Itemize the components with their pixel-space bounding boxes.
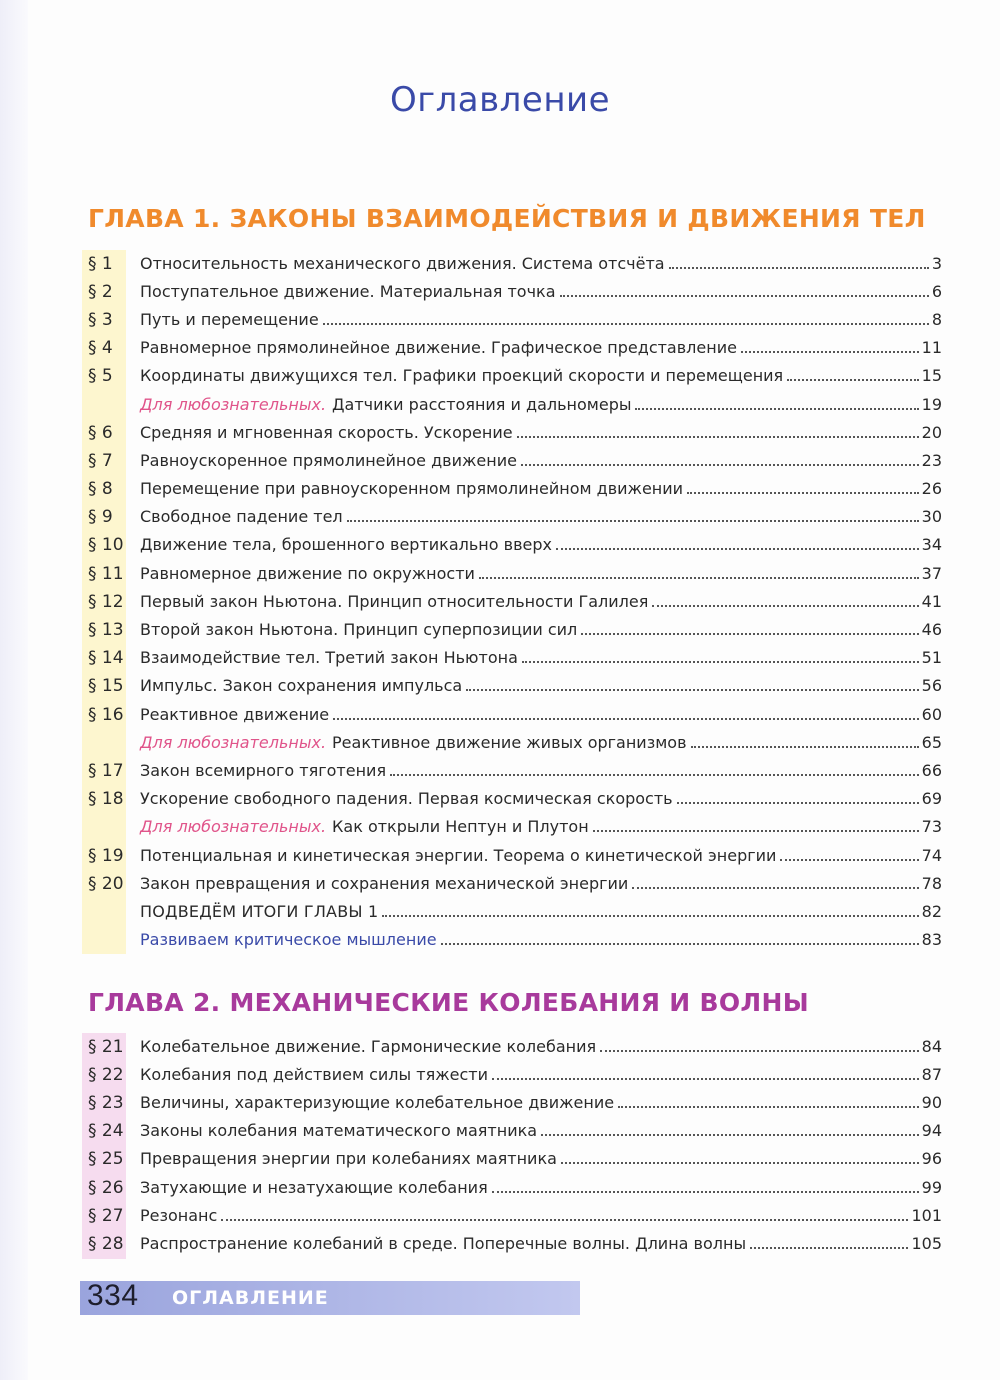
toc-entry[interactable] — [82, 419, 942, 447]
page-number: 23 — [921, 450, 942, 470]
toc-entry[interactable] — [82, 757, 942, 785]
toc-entry[interactable] — [82, 616, 942, 644]
section-number: § 15 — [88, 676, 124, 697]
section-title: Средняя и мгновенная скорость. Ускорение — [140, 422, 513, 442]
dot-leader — [517, 436, 919, 438]
dot-leader — [600, 1050, 919, 1052]
page-number: 65 — [921, 732, 942, 752]
toc-entry[interactable] — [82, 1202, 942, 1230]
page-number: 83 — [921, 930, 942, 950]
curious-readers-label: Для любознательных. — [140, 732, 327, 752]
toc-entry[interactable] — [82, 1174, 942, 1202]
page-number: 60 — [921, 704, 942, 724]
section-title: Первый закон Ньютона. Принцип относительности Галилея — [140, 591, 649, 611]
section-title: Законы колебания математического маятника — [140, 1121, 538, 1141]
dot-leader — [521, 464, 919, 466]
section-number: § 8 — [88, 479, 113, 500]
dot-leader — [390, 774, 919, 776]
section-number: § 28 — [88, 1233, 124, 1254]
section-title: Датчики расстояния и дальномеры — [332, 394, 632, 414]
section-title: Затухающие и незатухающие колебания — [140, 1177, 488, 1197]
dot-leader — [333, 718, 919, 720]
section-number: § 27 — [88, 1205, 124, 1226]
toc-entry[interactable] — [82, 1089, 942, 1117]
section-title: Импульс. Закон сохранения импульса — [140, 676, 463, 696]
page-number: 51 — [921, 648, 942, 668]
toc-entry[interactable] — [82, 1146, 942, 1174]
page-number: 46 — [921, 620, 942, 640]
toc-entry[interactable] — [82, 476, 942, 504]
toc-entry[interactable] — [82, 1230, 942, 1258]
section-title: Ускорение свободного падения. Первая космическая скорость — [140, 789, 673, 809]
section-number: § 20 — [88, 873, 124, 894]
footer-page-number: 334 — [87, 1279, 139, 1312]
section-title: Путь и перемещение — [140, 309, 319, 329]
dot-leader — [669, 267, 929, 269]
toc-entry[interactable] — [82, 645, 942, 673]
page-number: 94 — [921, 1121, 942, 1141]
dot-leader — [556, 548, 919, 550]
section-title: Перемещение при равноускоренном прямолинейном движении — [140, 479, 684, 499]
section-number: § 7 — [88, 450, 113, 471]
toc-entry[interactable] — [82, 504, 942, 532]
page-number: 41 — [921, 591, 942, 611]
toc-entry[interactable] — [82, 560, 942, 588]
toc-entry[interactable] — [82, 701, 942, 729]
dot-leader — [780, 859, 918, 861]
dot-leader — [522, 661, 919, 663]
section-title: Равномерное прямолинейное движение. Графическое представление — [140, 338, 737, 358]
section-number: § 6 — [88, 422, 113, 443]
dot-leader — [635, 408, 918, 410]
section-title: Величины, характеризующие колебательное движение — [140, 1092, 615, 1112]
toc-entry[interactable] — [82, 335, 942, 363]
dot-leader — [560, 295, 929, 297]
section-number: § 11 — [88, 563, 124, 584]
page-number: 66 — [921, 760, 942, 780]
page-number: 87 — [921, 1064, 942, 1084]
toc-entry[interactable] — [82, 278, 942, 306]
page-number: 8 — [931, 309, 942, 329]
page-number: 74 — [921, 845, 942, 865]
dot-leader — [593, 830, 919, 832]
section-number: § 19 — [88, 845, 124, 866]
section-title: Закон всемирного тяготения — [140, 760, 387, 780]
toc-entry[interactable] — [82, 447, 942, 475]
page-title: Оглавление — [389, 80, 611, 120]
section-title: Колебания под действием силы тяжести — [140, 1064, 488, 1084]
toc-entry[interactable] — [82, 532, 942, 560]
page-number: 78 — [921, 873, 942, 893]
section-title: Движение тела, брошенного вертикально вверх — [140, 535, 552, 555]
toc-entry[interactable] — [82, 1061, 942, 1089]
dot-leader — [479, 577, 919, 579]
section-number: § 26 — [88, 1177, 124, 1198]
page-number: 56 — [921, 676, 942, 696]
page-number: 11 — [921, 338, 942, 358]
section-number: § 12 — [88, 591, 124, 612]
section-title: Поступательное движение. Материальная точка — [140, 281, 556, 301]
page-number: 26 — [921, 479, 942, 499]
section-number: § 9 — [88, 507, 113, 528]
dot-leader — [750, 1247, 908, 1249]
section-title: Резонанс — [140, 1205, 218, 1225]
page-number: 34 — [921, 535, 942, 555]
dot-leader — [787, 379, 918, 381]
section-title: Колебательное движение. Гармонические колебания — [140, 1036, 597, 1056]
page-number: 84 — [921, 1036, 942, 1056]
dot-leader — [632, 887, 918, 889]
section-number: § 14 — [88, 648, 124, 669]
section-number: § 21 — [88, 1036, 124, 1057]
chapter-1-toc — [82, 250, 942, 955]
chapter-1-heading: ГЛАВА 1. ЗАКОНЫ ВЗАИМОДЕЙСТВИЯ И ДВИЖЕНИЯ ТЕЛ — [88, 204, 926, 233]
dot-leader — [323, 323, 929, 325]
toc-entry[interactable] — [82, 250, 942, 278]
curious-readers-label: Для любознательных. — [140, 817, 327, 837]
toc-entry[interactable] — [82, 870, 942, 898]
dot-leader — [691, 746, 919, 748]
page-number: 3 — [931, 253, 942, 273]
dot-leader — [382, 915, 918, 917]
dot-leader — [618, 1106, 919, 1108]
toc-entry[interactable] — [82, 729, 942, 757]
toc-entry[interactable] — [82, 786, 942, 814]
toc-entry[interactable] — [82, 1118, 942, 1146]
section-title: Относительность механического движения. Система отсчёта — [140, 253, 665, 273]
page-number: 6 — [931, 281, 942, 301]
page-number: 19 — [921, 394, 942, 414]
section-number: § 23 — [88, 1092, 124, 1113]
section-number: § 2 — [88, 281, 113, 302]
section-number: § 22 — [88, 1064, 124, 1085]
toc-entry[interactable] — [82, 898, 942, 926]
section-number: § 18 — [88, 789, 124, 810]
toc-entry[interactable] — [82, 814, 942, 842]
page-number: 99 — [921, 1177, 942, 1197]
section-title: Реактивное движение живых организмов — [332, 732, 687, 752]
chapter-2-heading: ГЛАВА 2. МЕХАНИЧЕСКИЕ КОЛЕБАНИЯ И ВОЛНЫ — [88, 988, 809, 1017]
toc-entry[interactable] — [82, 927, 942, 955]
dot-leader — [466, 689, 918, 691]
page-edge-shadow — [0, 0, 28, 1380]
toc-entry[interactable] — [82, 588, 942, 616]
section-title: Равномерное движение по окружности — [140, 563, 475, 583]
dot-leader — [541, 1134, 919, 1136]
section-number: § 25 — [88, 1149, 124, 1170]
section-title: Превращения энергии при колебаниях маятника — [140, 1149, 557, 1169]
section-title: ПОДВЕДЁМ ИТОГИ ГЛАВЫ 1 — [140, 901, 379, 921]
section-title: Распространение колебаний в среде. Поперечные волны. Длина волны — [140, 1233, 747, 1253]
page-number: 37 — [921, 563, 942, 583]
dot-leader — [492, 1191, 919, 1193]
footer-bar — [80, 1281, 580, 1315]
toc-entry[interactable] — [82, 842, 942, 870]
section-number: § 10 — [88, 535, 124, 556]
section-number: § 17 — [88, 760, 124, 781]
section-number: § 24 — [88, 1121, 124, 1142]
page-number: 90 — [921, 1092, 942, 1112]
dot-leader — [741, 351, 919, 353]
dot-leader — [441, 943, 919, 945]
dot-leader — [581, 633, 918, 635]
page-number: 82 — [921, 901, 942, 921]
section-title: Потенциальная и кинетическая энергии. Теорема о кинетической энергии — [140, 845, 777, 865]
section-title: Свободное падение тел — [140, 507, 343, 527]
section-number: § 1 — [88, 253, 113, 274]
page-number: 73 — [921, 817, 942, 837]
section-title: Реактивное движение — [140, 704, 330, 724]
section-title: Взаимодействие тел. Третий закон Ньютона — [140, 648, 518, 668]
toc-entry[interactable] — [82, 306, 942, 334]
section-number: § 16 — [88, 704, 124, 725]
section-number: § 5 — [88, 366, 113, 387]
page-number: 101 — [911, 1205, 942, 1225]
section-number: § 3 — [88, 309, 113, 330]
section-title: Закон превращения и сохранения механической энергии — [140, 873, 629, 893]
toc-entry[interactable] — [82, 391, 942, 419]
section-title: Как открыли Нептун и Плутон — [332, 817, 589, 837]
section-number: § 4 — [88, 338, 113, 359]
toc-entry[interactable] — [82, 673, 942, 701]
curious-readers-label: Для любознательных. — [140, 394, 327, 414]
page-number: 105 — [911, 1233, 942, 1253]
page-number: 96 — [921, 1149, 942, 1169]
toc-entry[interactable] — [82, 363, 942, 391]
dot-leader — [347, 520, 919, 522]
section-title: Равноускоренное прямолинейное движение — [140, 450, 517, 470]
toc-entry[interactable] — [82, 1033, 942, 1061]
dot-leader — [221, 1219, 908, 1221]
dot-leader — [677, 802, 919, 804]
dot-leader — [492, 1078, 919, 1080]
page-number: 20 — [921, 422, 942, 442]
section-number: § 13 — [88, 620, 124, 641]
dot-leader — [561, 1162, 919, 1164]
chapter-2-toc — [82, 1033, 942, 1259]
section-title: Развиваем критическое мышление — [140, 930, 437, 950]
section-title: Координаты движущихся тел. Графики проекций скорости и перемещения — [140, 366, 784, 386]
dot-leader — [687, 492, 919, 494]
section-title: Второй закон Ньютона. Принцип суперпозиции сил — [140, 620, 578, 640]
dot-leader — [652, 605, 918, 607]
page-number: 30 — [921, 507, 942, 527]
page-number: 69 — [921, 789, 942, 809]
page-number: 15 — [921, 366, 942, 386]
footer-section-label: ОГЛАВЛЕНИЕ — [172, 1287, 329, 1309]
